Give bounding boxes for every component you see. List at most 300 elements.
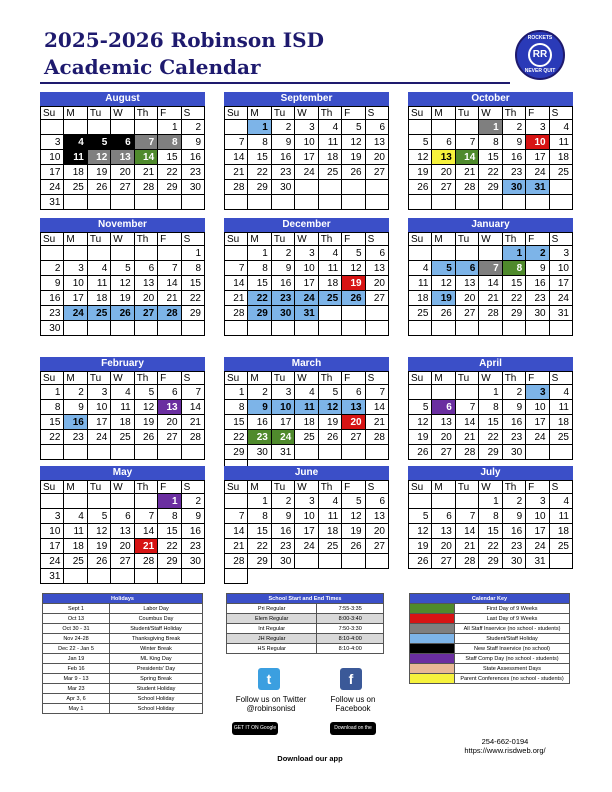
day-cell: 20 — [366, 276, 389, 291]
day-cell: 12 — [111, 276, 134, 291]
day-cell: 18 — [64, 165, 87, 180]
day-cell: 8 — [225, 400, 248, 415]
weekday-header: M — [64, 481, 87, 494]
twitter-line1: Follow us on Twitter — [235, 695, 307, 704]
day-cell — [409, 120, 432, 135]
day-cell: 20 — [432, 165, 455, 180]
weekday-header: M — [64, 372, 87, 385]
day-cell: 16 — [64, 415, 87, 430]
day-cell: 18 — [409, 291, 432, 306]
month-6 — [40, 357, 205, 460]
holiday-row — [43, 684, 203, 694]
month-grid — [408, 480, 573, 569]
weekday-header: Su — [409, 233, 432, 246]
day-cell: 3 — [526, 494, 549, 509]
month-name: July — [408, 466, 573, 480]
day-cell: 11 — [88, 276, 111, 291]
day-cell: 10 — [88, 400, 111, 415]
holiday-date: Dec 22 - Jan 5 — [43, 644, 110, 654]
day-cell — [64, 494, 87, 509]
day-cell: 15 — [41, 415, 64, 430]
day-cell — [432, 321, 455, 336]
day-cell: 22 — [479, 430, 502, 445]
day-cell: 28 — [479, 306, 502, 321]
day-cell: 15 — [248, 524, 271, 539]
day-cell: 15 — [479, 150, 502, 165]
day-cell — [366, 445, 389, 460]
day-cell: 14 — [225, 276, 248, 291]
day-cell: 26 — [409, 554, 432, 569]
holiday-date: May 1 — [43, 704, 110, 714]
day-cell: 13 — [366, 261, 389, 276]
day-cell: 19 — [111, 291, 134, 306]
day-cell: 21 — [225, 539, 248, 554]
day-cell — [295, 321, 318, 336]
day-cell: 27 — [366, 291, 389, 306]
day-cell — [41, 246, 64, 261]
day-cell: 19 — [88, 539, 111, 554]
day-cell: 5 — [88, 509, 111, 524]
day-cell: 7 — [135, 135, 158, 150]
day-cell: 7 — [479, 261, 502, 276]
day-cell: 6 — [158, 385, 181, 400]
campus-hours: 8:10-4:00 — [317, 634, 384, 644]
day-cell: 17 — [526, 150, 549, 165]
day-cell — [319, 554, 342, 569]
day-cell: 22 — [503, 291, 526, 306]
day-cell: 5 — [88, 135, 111, 150]
day-cell — [248, 321, 271, 336]
campus-hours: 8:00-3:40 — [317, 614, 384, 624]
day-cell: 14 — [456, 524, 479, 539]
day-cell: 26 — [342, 165, 365, 180]
holidays-header: Holidays — [43, 594, 203, 604]
day-cell: 6 — [342, 385, 365, 400]
day-cell: 4 — [550, 385, 573, 400]
day-cell: 28 — [135, 554, 158, 569]
day-cell: 7 — [366, 385, 389, 400]
day-cell: 3 — [64, 261, 87, 276]
day-cell: 20 — [366, 150, 389, 165]
holiday-name: Student/Staff Holiday — [110, 624, 203, 634]
day-cell — [366, 321, 389, 336]
day-cell: 3 — [526, 385, 549, 400]
day-cell: 5 — [111, 261, 134, 276]
day-cell: 21 — [225, 291, 248, 306]
day-cell — [64, 569, 87, 584]
app-store-badge[interactable]: Download on the App Store — [330, 722, 376, 735]
day-cell: 30 — [272, 180, 295, 195]
weekday-header: S — [366, 107, 389, 120]
day-cell: 11 — [111, 400, 134, 415]
twitter-icon[interactable]: t — [258, 668, 280, 690]
logo-center-text: RR — [528, 43, 552, 67]
day-cell: 16 — [272, 524, 295, 539]
day-cell: 28 — [225, 180, 248, 195]
month-8 — [408, 357, 573, 460]
day-cell: 9 — [64, 400, 87, 415]
weekday-header: Tu — [88, 481, 111, 494]
weekday-header: W — [479, 481, 502, 494]
campus-schedule: JH Regular — [227, 634, 317, 644]
day-cell: 29 — [158, 554, 181, 569]
day-cell — [342, 554, 365, 569]
key-label: State Assessment Days — [455, 664, 570, 674]
day-cell: 24 — [295, 165, 318, 180]
day-cell: 24 — [295, 539, 318, 554]
day-cell: 5 — [409, 135, 432, 150]
day-cell — [135, 120, 158, 135]
day-cell: 19 — [409, 539, 432, 554]
day-cell: 11 — [319, 261, 342, 276]
day-cell: 29 — [479, 445, 502, 460]
day-cell: 8 — [182, 261, 205, 276]
day-cell: 29 — [248, 554, 271, 569]
day-cell: 8 — [158, 135, 181, 150]
holiday-name: School Holiday — [110, 704, 203, 714]
weekday-header: F — [526, 107, 549, 120]
day-cell: 26 — [135, 430, 158, 445]
day-cell: 27 — [366, 539, 389, 554]
day-cell: 22 — [248, 165, 271, 180]
day-cell: 17 — [526, 524, 549, 539]
day-cell: 5 — [342, 120, 365, 135]
day-cell: 21 — [135, 165, 158, 180]
day-cell: 30 — [182, 180, 205, 195]
day-cell — [456, 494, 479, 509]
day-cell — [479, 246, 502, 261]
day-cell: 20 — [366, 524, 389, 539]
day-cell: 24 — [272, 430, 295, 445]
holiday-row — [43, 614, 203, 624]
day-cell: 1 — [248, 246, 271, 261]
contact-info — [440, 737, 570, 755]
twitter-handle: @robinsonisd — [246, 704, 296, 713]
day-cell: 20 — [111, 165, 134, 180]
month-grid — [40, 232, 205, 336]
day-cell: 10 — [526, 400, 549, 415]
day-cell: 31 — [41, 195, 64, 210]
day-cell: 14 — [366, 400, 389, 415]
weekday-header: S — [550, 233, 573, 246]
day-cell: 28 — [225, 554, 248, 569]
day-cell: 24 — [526, 539, 549, 554]
weekday-header: F — [342, 233, 365, 246]
day-cell: 26 — [342, 539, 365, 554]
day-cell: 12 — [409, 150, 432, 165]
day-cell: 12 — [319, 400, 342, 415]
day-cell: 18 — [111, 415, 134, 430]
day-cell: 6 — [432, 509, 455, 524]
day-cell — [479, 321, 502, 336]
day-cell: 1 — [158, 494, 181, 509]
logo-bottom-text: NEVER QUIT — [524, 68, 556, 74]
day-cell — [182, 321, 205, 336]
day-cell — [479, 195, 502, 210]
day-cell: 28 — [456, 180, 479, 195]
day-cell: 28 — [456, 554, 479, 569]
day-cell: 9 — [503, 135, 526, 150]
weekday-header: W — [479, 107, 502, 120]
day-cell: 16 — [182, 150, 205, 165]
contact-url[interactable]: https://www.risdweb.org/ — [464, 746, 546, 755]
holiday-name: Student Holiday — [110, 684, 203, 694]
day-cell — [319, 321, 342, 336]
day-cell: 26 — [342, 291, 365, 306]
day-cell — [111, 321, 134, 336]
key-label: First Day of 9 Weeks — [455, 604, 570, 614]
holiday-date: Oct 13 — [43, 614, 110, 624]
month-grid — [408, 232, 573, 336]
month-5 — [408, 218, 573, 336]
day-cell: 3 — [295, 494, 318, 509]
day-cell: 27 — [456, 306, 479, 321]
day-cell: 14 — [479, 276, 502, 291]
campus-schedule: Pri Regular — [227, 604, 317, 614]
day-cell: 11 — [295, 400, 318, 415]
day-cell: 31 — [295, 306, 318, 321]
day-cell: 9 — [503, 509, 526, 524]
day-cell: 12 — [88, 524, 111, 539]
day-cell: 19 — [319, 415, 342, 430]
day-cell: 24 — [88, 430, 111, 445]
day-cell: 23 — [503, 165, 526, 180]
day-cell: 13 — [366, 135, 389, 150]
google-play-badge[interactable]: GET IT ON Google Play — [232, 722, 278, 735]
day-cell: 24 — [526, 430, 549, 445]
day-cell: 20 — [456, 291, 479, 306]
day-cell: 26 — [88, 554, 111, 569]
day-cell — [158, 321, 181, 336]
day-cell — [526, 445, 549, 460]
day-cell: 1 — [248, 120, 271, 135]
campus-schedule: HS Regular — [227, 644, 317, 654]
day-cell: 27 — [366, 165, 389, 180]
key-swatch — [410, 654, 455, 664]
day-cell: 22 — [225, 430, 248, 445]
day-cell — [432, 120, 455, 135]
day-cell: 28 — [158, 306, 181, 321]
day-cell: 2 — [41, 261, 64, 276]
contact-phone: 254-662-0194 — [481, 737, 529, 746]
day-cell — [526, 321, 549, 336]
day-cell: 28 — [456, 445, 479, 460]
day-cell: 24 — [64, 306, 87, 321]
day-cell: 26 — [409, 180, 432, 195]
day-cell: 15 — [248, 150, 271, 165]
holiday-row — [43, 654, 203, 664]
weekday-header: Tu — [272, 233, 295, 246]
holiday-row — [43, 694, 203, 704]
day-cell — [88, 445, 111, 460]
weekday-header: Su — [409, 372, 432, 385]
day-cell: 11 — [319, 135, 342, 150]
day-cell: 20 — [135, 291, 158, 306]
month-name: June — [224, 466, 389, 480]
weekday-header: S — [182, 233, 205, 246]
day-cell: 26 — [432, 306, 455, 321]
key-swatch — [410, 624, 455, 634]
day-cell: 2 — [182, 494, 205, 509]
holiday-row — [43, 604, 203, 614]
time-row — [227, 614, 384, 624]
logo-top-text: ROCKETS — [527, 35, 553, 41]
day-cell: 14 — [135, 524, 158, 539]
day-cell: 22 — [41, 430, 64, 445]
weekday-header: Tu — [456, 233, 479, 246]
day-cell: 16 — [503, 524, 526, 539]
holiday-name: School Holiday — [110, 694, 203, 704]
day-cell: 30 — [248, 445, 271, 460]
day-cell: 18 — [319, 276, 342, 291]
key-label: Staff Comp Day (no school - students) — [455, 654, 570, 664]
day-cell: 6 — [432, 400, 455, 415]
day-cell: 25 — [64, 554, 87, 569]
day-cell: 31 — [41, 569, 64, 584]
day-cell — [319, 306, 342, 321]
holiday-name: Spring Break — [110, 674, 203, 684]
key-row — [410, 644, 570, 654]
day-cell: 6 — [366, 120, 389, 135]
day-cell: 12 — [409, 415, 432, 430]
day-cell: 4 — [550, 120, 573, 135]
day-cell: 18 — [319, 524, 342, 539]
day-cell — [88, 246, 111, 261]
holiday-date: Oct 30 - 31 — [43, 624, 110, 634]
weekday-header: Th — [135, 372, 158, 385]
day-cell: 9 — [272, 509, 295, 524]
day-cell: 14 — [225, 524, 248, 539]
weekday-header: Su — [41, 107, 64, 120]
key-label: Parent Conferences (no school - students) — [455, 674, 570, 684]
day-cell: 8 — [158, 509, 181, 524]
weekday-header: Tu — [456, 107, 479, 120]
day-cell — [342, 195, 365, 210]
day-cell: 27 — [432, 554, 455, 569]
weekday-header: Tu — [88, 107, 111, 120]
weekday-header: F — [158, 107, 181, 120]
day-cell: 3 — [295, 120, 318, 135]
day-cell — [319, 195, 342, 210]
day-cell: 3 — [550, 246, 573, 261]
day-cell: 13 — [366, 509, 389, 524]
day-cell — [456, 385, 479, 400]
day-cell: 16 — [272, 150, 295, 165]
key-swatch — [410, 664, 455, 674]
day-cell: 5 — [409, 509, 432, 524]
day-cell: 13 — [432, 415, 455, 430]
day-cell: 7 — [135, 509, 158, 524]
weekday-header: F — [526, 481, 549, 494]
weekday-header: M — [248, 481, 271, 494]
day-cell: 22 — [479, 539, 502, 554]
day-cell: 24 — [550, 291, 573, 306]
day-cell: 2 — [503, 385, 526, 400]
weekday-header: F — [342, 372, 365, 385]
day-cell: 30 — [182, 554, 205, 569]
day-cell — [158, 195, 181, 210]
month-1 — [224, 92, 389, 210]
day-cell: 22 — [158, 165, 181, 180]
day-cell: 25 — [111, 430, 134, 445]
holiday-name: Thanksgiving Break — [110, 634, 203, 644]
day-cell: 20 — [432, 430, 455, 445]
day-cell: 29 — [248, 306, 271, 321]
day-cell — [135, 321, 158, 336]
holiday-name: Winter Break — [110, 644, 203, 654]
day-cell: 12 — [135, 400, 158, 415]
day-cell: 28 — [366, 430, 389, 445]
weekday-header: S — [182, 372, 205, 385]
campus-schedule: Int Regular — [227, 624, 317, 634]
weekday-header: W — [295, 107, 318, 120]
weekday-header: M — [64, 107, 87, 120]
day-cell: 3 — [88, 385, 111, 400]
day-cell: 17 — [550, 276, 573, 291]
key-row — [410, 624, 570, 634]
day-cell: 5 — [319, 385, 342, 400]
weekday-header: M — [432, 481, 455, 494]
campus-hours: 7:55-3:35 — [317, 604, 384, 614]
day-cell: 15 — [479, 415, 502, 430]
day-cell: 7 — [182, 385, 205, 400]
day-cell: 11 — [64, 524, 87, 539]
day-cell: 8 — [248, 135, 271, 150]
day-cell: 11 — [550, 400, 573, 415]
weekday-header: M — [432, 372, 455, 385]
key-swatch — [410, 604, 455, 614]
facebook-icon[interactable]: f — [340, 668, 362, 690]
key-label: New Staff Inservice (no school) — [455, 644, 570, 654]
day-cell: 27 — [432, 180, 455, 195]
weekday-header: Su — [41, 372, 64, 385]
weekday-header: S — [366, 372, 389, 385]
day-cell: 2 — [503, 494, 526, 509]
month-9 — [40, 466, 205, 584]
day-cell: 5 — [135, 385, 158, 400]
day-cell — [503, 321, 526, 336]
day-cell: 21 — [225, 165, 248, 180]
day-cell: 29 — [479, 554, 502, 569]
weekday-header: Su — [225, 107, 248, 120]
day-cell: 4 — [409, 261, 432, 276]
key-label: All Staff Inservice (no school - students) — [455, 624, 570, 634]
weekday-header: Th — [135, 233, 158, 246]
day-cell: 16 — [41, 291, 64, 306]
day-cell: 17 — [295, 276, 318, 291]
day-cell: 8 — [248, 509, 271, 524]
day-cell — [182, 445, 205, 460]
day-cell: 1 — [479, 494, 502, 509]
weekday-header: Su — [225, 233, 248, 246]
day-cell: 30 — [272, 554, 295, 569]
day-cell: 20 — [111, 539, 134, 554]
day-cell: 19 — [432, 291, 455, 306]
day-cell: 14 — [135, 150, 158, 165]
day-cell: 12 — [342, 509, 365, 524]
day-cell: 22 — [248, 539, 271, 554]
day-cell: 7 — [456, 509, 479, 524]
day-cell: 9 — [182, 135, 205, 150]
weekday-header: M — [432, 107, 455, 120]
day-cell: 15 — [158, 150, 181, 165]
day-cell: 8 — [503, 261, 526, 276]
day-cell: 18 — [550, 415, 573, 430]
holiday-name: ML King Day — [110, 654, 203, 664]
day-cell: 7 — [225, 261, 248, 276]
day-cell — [456, 120, 479, 135]
holiday-date: Mar 9 - 13 — [43, 674, 110, 684]
